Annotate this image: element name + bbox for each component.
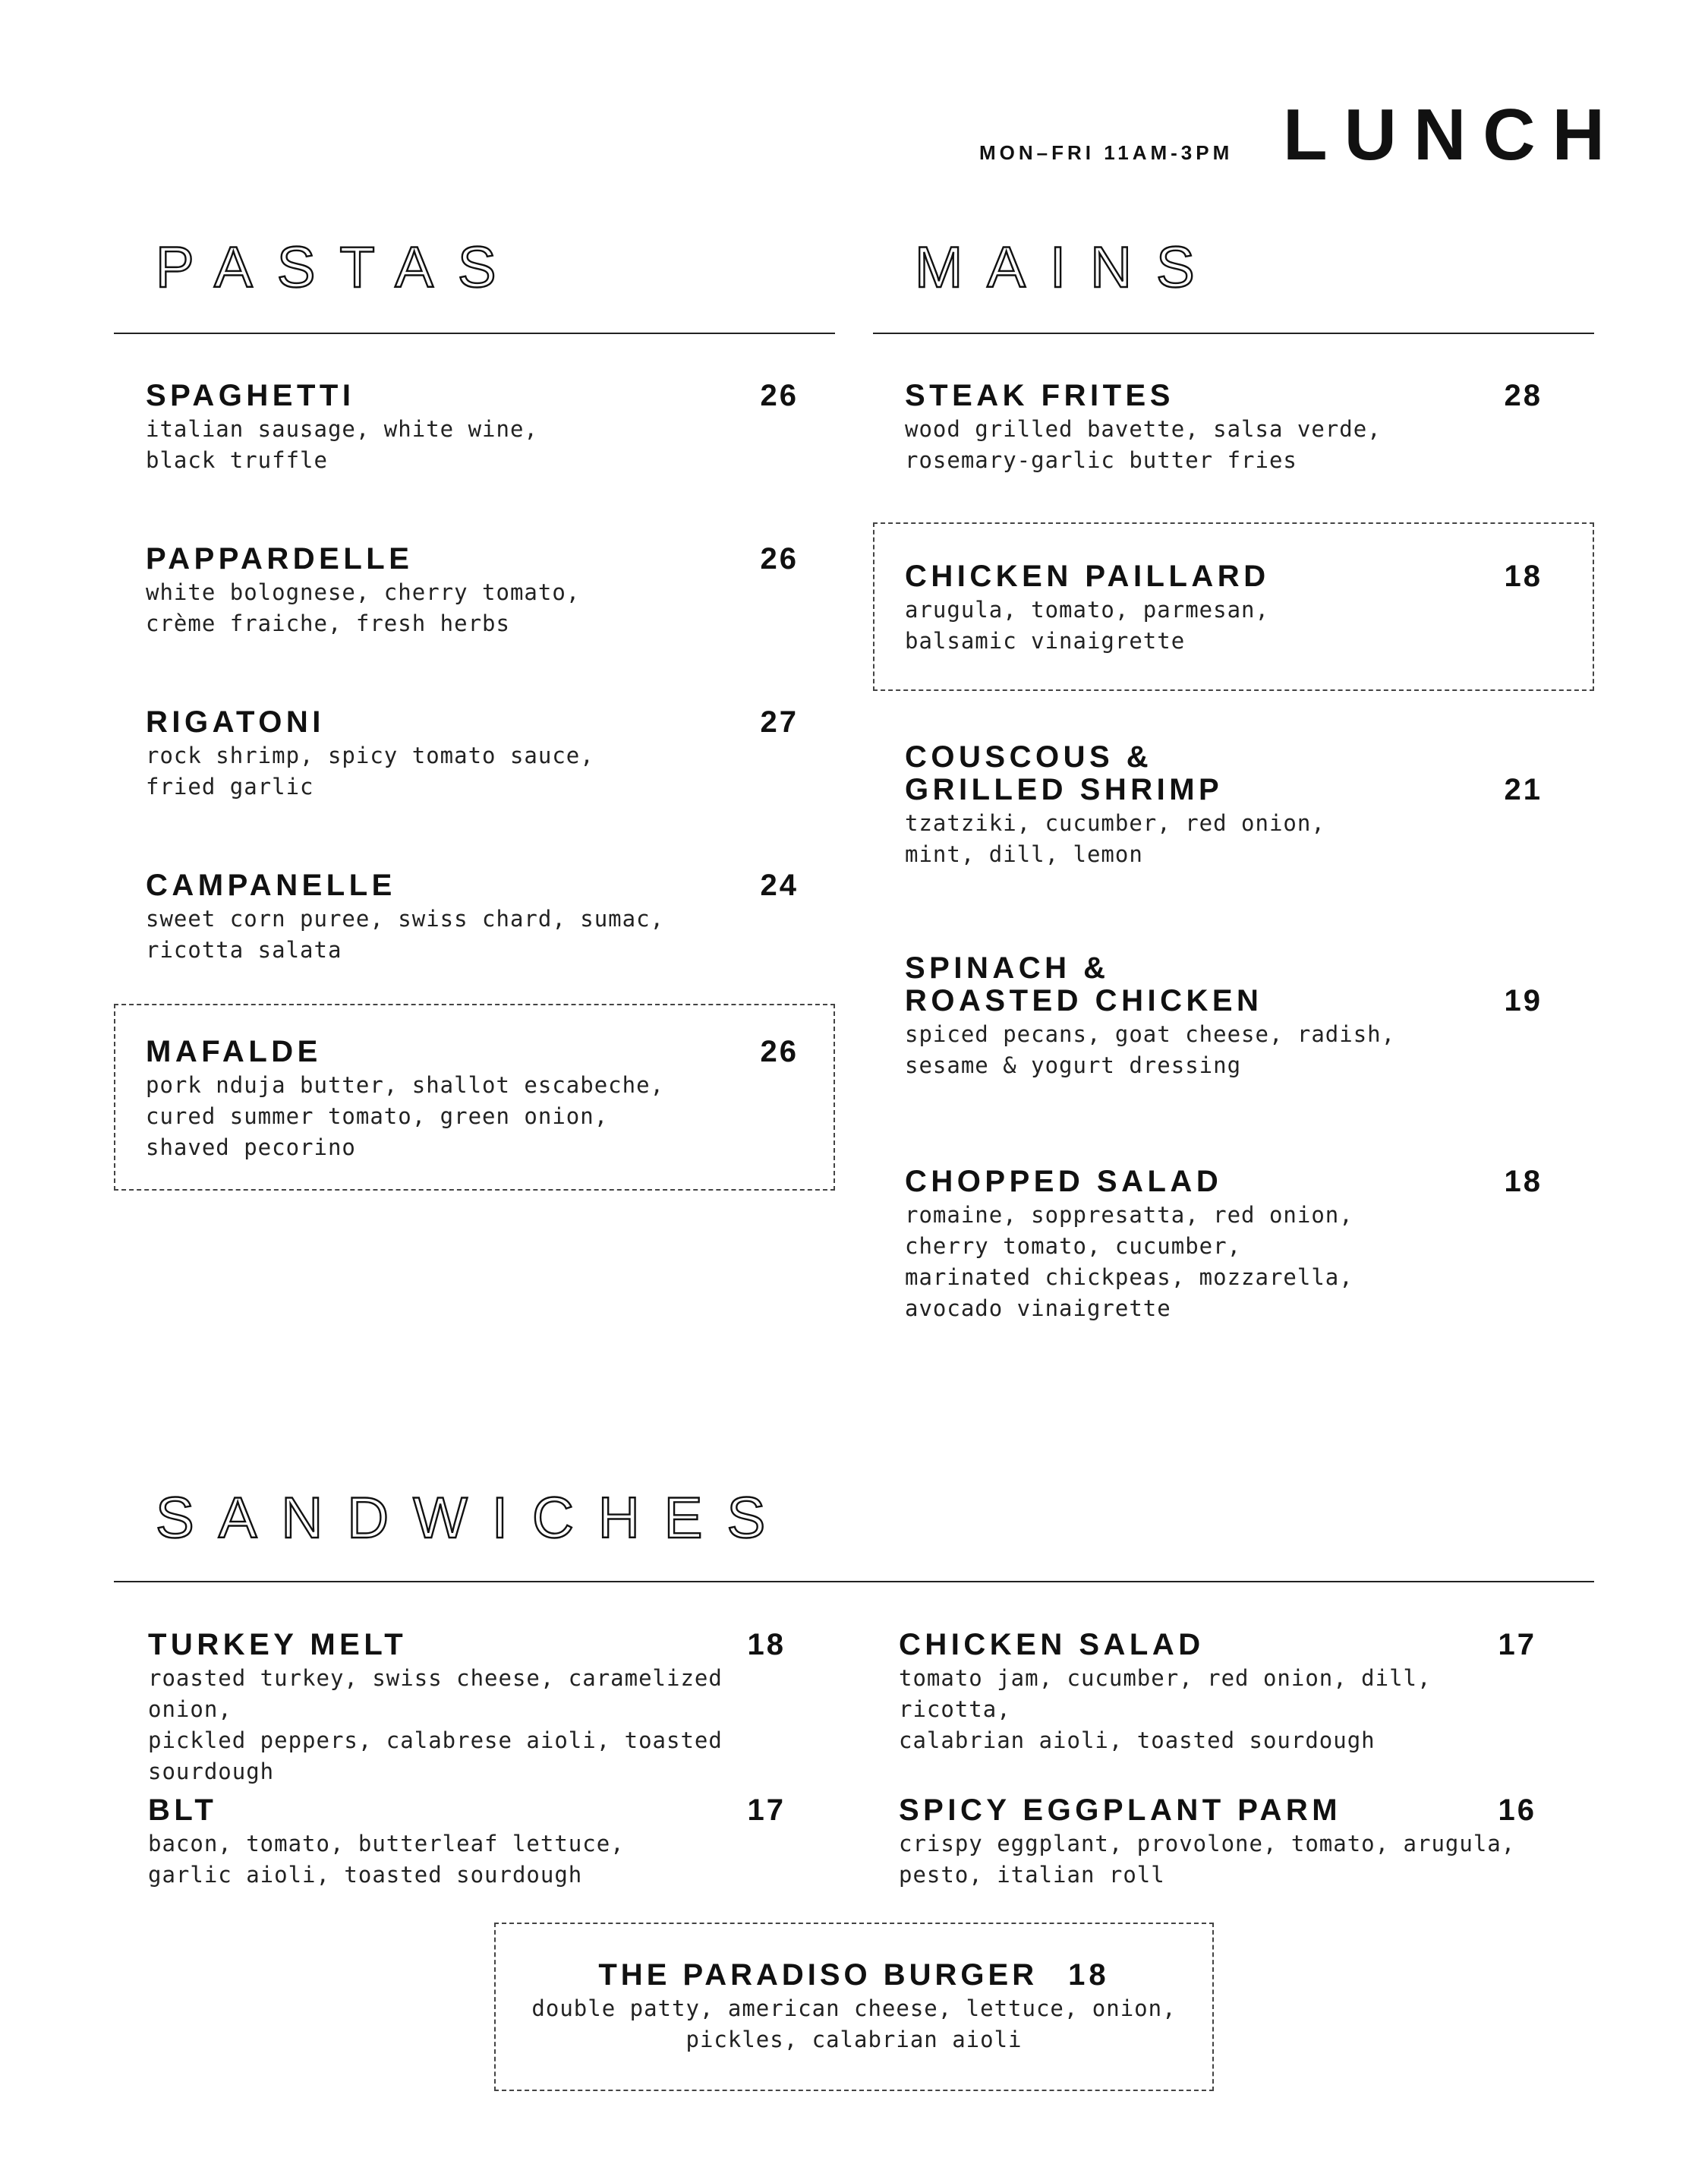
item-name: TURKEY MELT	[148, 1628, 408, 1661]
item-name: CHICKEN SALAD	[899, 1628, 1205, 1661]
menu-item-blt	[148, 1794, 786, 1891]
menu-item-campanelle	[146, 869, 799, 966]
menu-item-chicken-salad	[899, 1629, 1536, 1756]
mains-divider	[873, 333, 1594, 334]
item-description: italian sausage, white wine, black truffle	[146, 416, 538, 473]
item-description: bacon, tomato, butterleaf lettuce, garlic aioli, toasted sourdough	[148, 1831, 625, 1888]
item-price: 26	[760, 542, 799, 576]
item-price: 16	[1498, 1793, 1536, 1827]
item-price: 27	[760, 705, 799, 739]
item-description: arugula, tomato, parmesan, balsamic vinaigrette	[905, 597, 1269, 654]
item-price: 17	[747, 1793, 786, 1827]
sandwiches-divider	[114, 1581, 1594, 1582]
item-price: 18	[1504, 1165, 1543, 1198]
item-price: 21	[1504, 773, 1543, 806]
menu-item-mafalde	[146, 1036, 799, 1163]
item-name: CAMPANELLE	[146, 869, 396, 902]
item-price: 19	[1504, 984, 1543, 1017]
item-price: 18	[1068, 1958, 1110, 1992]
item-description: white bolognese, cherry tomato, crème fraiche, fresh herbs	[146, 579, 581, 636]
item-name-line-2: ROASTED CHICKEN	[905, 984, 1263, 1017]
item-description: tzatziki, cucumber, red onion, mint, dill, lemon	[905, 810, 1325, 867]
section-heading-mains: MAINS	[915, 235, 1219, 300]
menu-item-spicy-eggplant-parm	[899, 1794, 1536, 1891]
item-description: spiced pecans, goat cheese, radish, sesame & yogurt dressing	[905, 1021, 1396, 1078]
menu-item-steak-frites	[905, 380, 1543, 476]
item-description: sweet corn puree, swiss chard, sumac, ricotta salata	[146, 906, 665, 963]
menu-item-rigatoni	[146, 706, 799, 803]
item-name: SPAGHETTI	[146, 379, 355, 412]
menu-item-spinach-roasted-chicken	[905, 952, 1543, 1081]
item-name-line-1: COUSCOUS &	[905, 740, 1153, 774]
item-name: MAFALDE	[146, 1035, 322, 1068]
item-price: 24	[760, 869, 799, 902]
menu-item-spaghetti	[146, 380, 799, 476]
item-price: 26	[760, 1035, 799, 1068]
item-price: 17	[1498, 1628, 1536, 1661]
item-price: 26	[760, 379, 799, 412]
item-name: RIGATONI	[146, 705, 325, 739]
menu-item-chicken-paillard	[905, 560, 1543, 657]
item-description: roasted turkey, swiss cheese, caramelized onion, pickled peppers, calabrese aioli, toasted sourdough	[148, 1665, 723, 1784]
item-name-line-1: SPINACH &	[905, 951, 1110, 985]
pastas-divider	[114, 333, 835, 334]
item-description: tomato jam, cucumber, red onion, dill, ricotta, calabrian aioli, toasted sourdough	[899, 1665, 1432, 1753]
menu-item-paradiso-burger	[494, 1959, 1214, 2055]
menu-item-chopped-salad	[905, 1166, 1543, 1324]
item-description: double patty, american cheese, lettuce, onion, pickles, calabrian aioli	[531, 1995, 1177, 2052]
item-name: PAPPARDELLE	[146, 542, 414, 576]
item-description: crispy eggplant, provolone, tomato, arugula, pesto, italian roll	[899, 1831, 1516, 1888]
item-name-line-2: GRILLED SHRIMP	[905, 773, 1224, 806]
item-description: wood grilled bavette, salsa verde, rosemary-garlic butter fries	[905, 416, 1382, 473]
item-description: pork nduja butter, shallot escabeche, cured summer tomato, green onion, shaved pecorino	[146, 1072, 665, 1160]
section-heading-pastas: PASTAS	[156, 235, 521, 300]
item-price: 18	[747, 1628, 786, 1661]
section-heading-sandwiches: SANDWICHES	[156, 1486, 790, 1550]
item-description: romaine, soppresatta, red onion, cherry tomato, cucumber, marinated chickpeas, mozzarella, avocado vinaigrette	[905, 1202, 1353, 1321]
menu-title: LUNCH	[1283, 94, 1621, 175]
item-price: 28	[1504, 379, 1543, 412]
item-name: STEAK FRITES	[905, 379, 1174, 412]
item-name: BLT	[148, 1793, 218, 1827]
item-name: SPICY EGGPLANT PARM	[899, 1793, 1342, 1827]
menu-item-couscous-grilled-shrimp	[905, 741, 1543, 870]
item-name: CHICKEN PAILLARD	[905, 560, 1270, 593]
item-name-and-price	[494, 1959, 1214, 1992]
item-description: rock shrimp, spicy tomato sauce, fried garlic	[146, 743, 594, 800]
menu-item-pappardelle	[146, 543, 799, 639]
item-name: THE PARADISO BURGER	[598, 1958, 1038, 1992]
item-name: CHOPPED SALAD	[905, 1165, 1223, 1198]
item-price: 18	[1504, 560, 1543, 593]
service-hours: MON–FRI 11AM-3PM	[979, 141, 1234, 164]
menu-item-turkey-melt	[148, 1629, 786, 1787]
